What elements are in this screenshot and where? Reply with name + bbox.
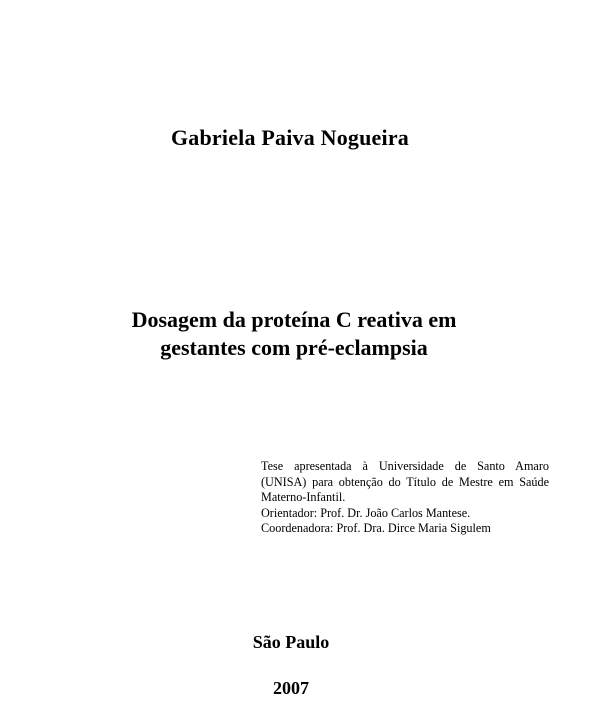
coordinator-line: Coordenadora: Prof. Dra. Dirce Maria Sigulem — [261, 521, 491, 535]
thesis-title — [114, 306, 474, 362]
thesis-title-line-2: gestantes com pré-eclampsia — [160, 335, 428, 360]
thesis-description: Tese apresentada à Universidade de Santo Amaro (UNISA) para obtenção do Título de Mestre em Saúde Materno-Infantil. — [261, 459, 549, 504]
city: São Paulo — [252, 632, 330, 652]
thesis-description-block — [261, 459, 549, 537]
year: 2007 — [273, 678, 309, 698]
thesis-title-line-1: Dosagem da proteína C reativa em — [131, 307, 457, 332]
author-name: Gabriela Paiva Nogueira — [170, 125, 410, 150]
advisor-line: Orientador: Prof. Dr. João Carlos Mantese. — [261, 505, 471, 520]
